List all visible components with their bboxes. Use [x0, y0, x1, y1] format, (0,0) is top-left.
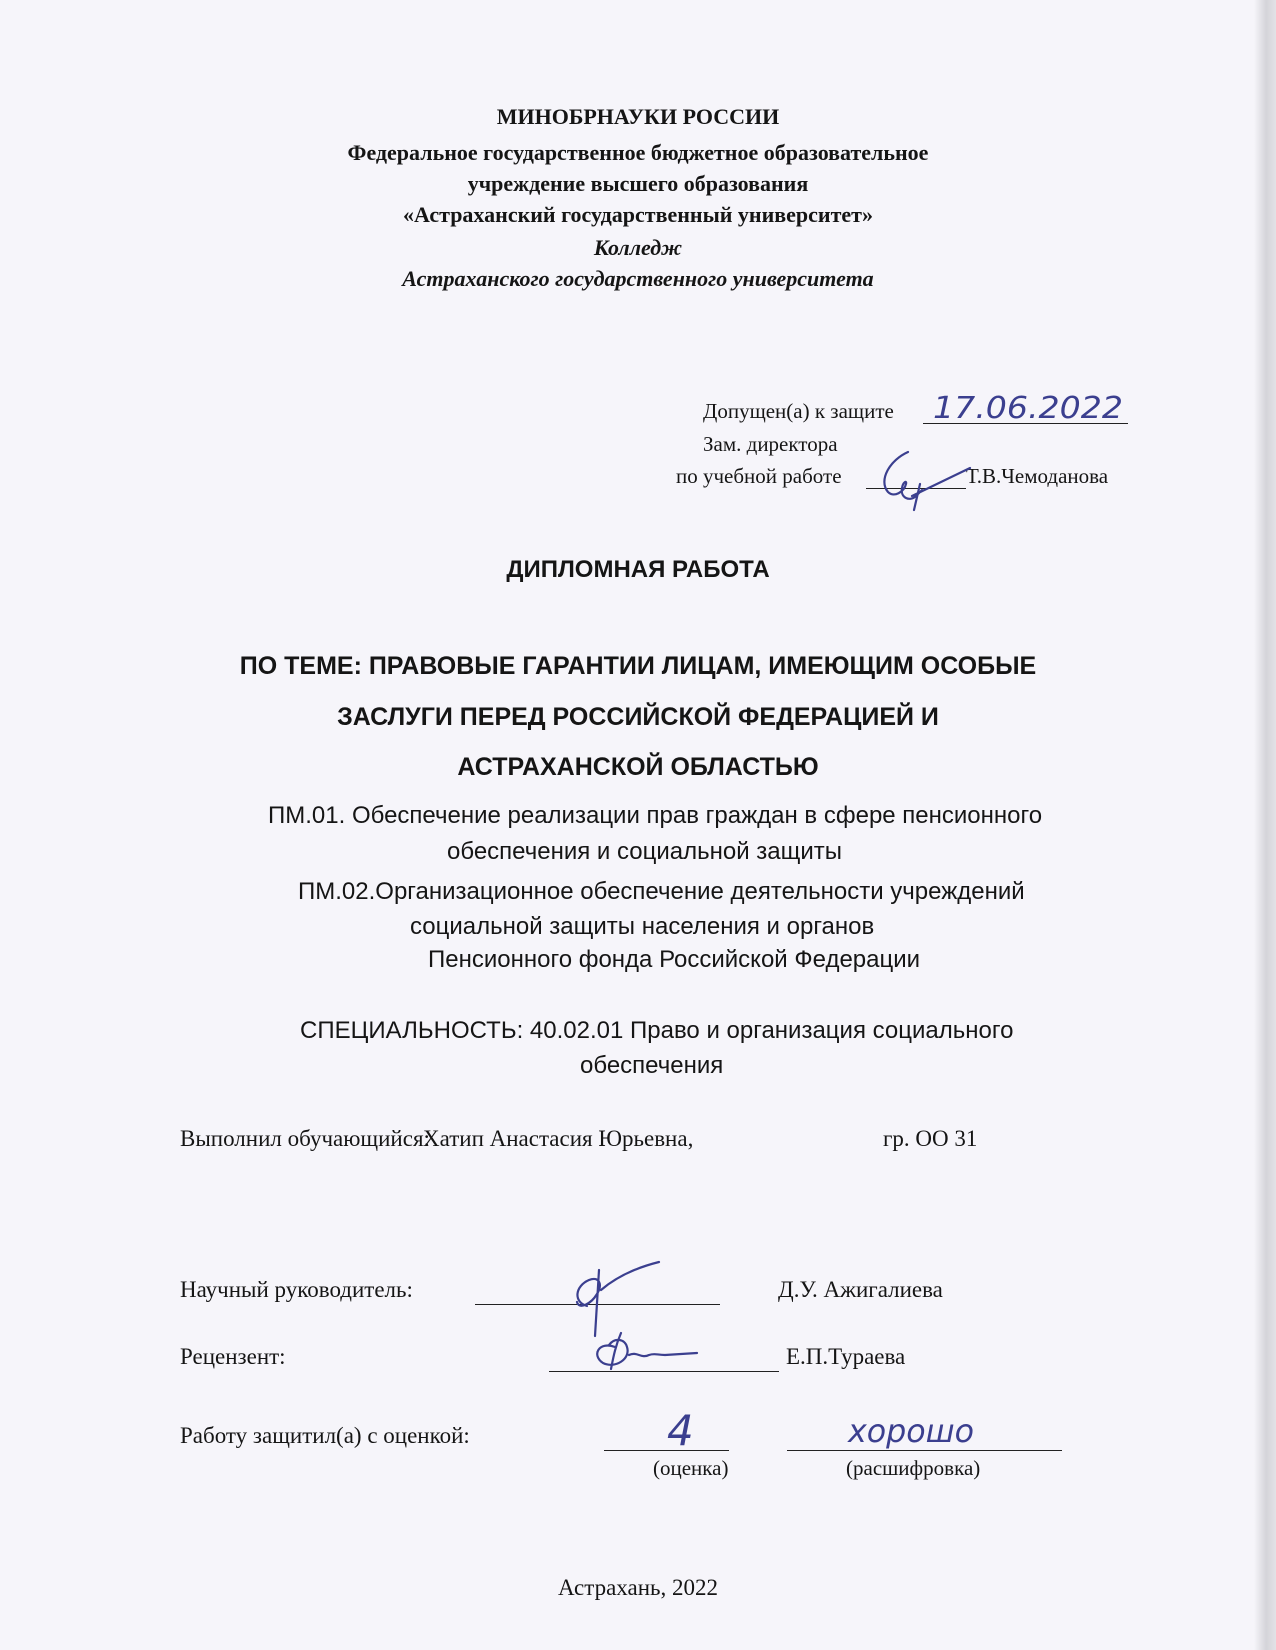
- grade-text-value: хорошо: [847, 1412, 974, 1450]
- deputy-name: Т.В.Чемоданова: [966, 464, 1109, 488]
- city-year: Астрахань, 2022: [558, 1575, 718, 1600]
- reviewer-name: Е.П.Тураева: [786, 1344, 906, 1369]
- student-name: Хатип Анастасия Юрьевна,: [423, 1126, 694, 1151]
- supervisor-label: Научный руководитель:: [180, 1277, 413, 1302]
- reviewer-signature: [585, 1325, 705, 1375]
- college-line-1: Колледж: [593, 235, 683, 260]
- pm02-line-2: социальной защиты населения и органов: [410, 913, 875, 940]
- defense-label: Работу защитил(а) с оценкой:: [180, 1423, 470, 1448]
- reviewer-label: Рецензент:: [180, 1344, 286, 1369]
- institution-line-2: учреждение высшего образования: [467, 171, 809, 196]
- student-label: Выполнил обучающийся:: [180, 1126, 430, 1151]
- university-name: «Астраханский государственный университет»: [403, 202, 873, 227]
- ministry-heading: МИНОБРНАУКИ РОССИИ: [496, 104, 780, 129]
- grade-text-handwritten: [848, 1408, 978, 1452]
- pm01-line-2: обеспечения и социальной защиты: [447, 838, 843, 865]
- grade-caption: (оценка): [653, 1456, 729, 1480]
- college-line-2: Астраханского государственного университета: [402, 266, 874, 291]
- deputy-signature: [870, 440, 980, 520]
- institution-line-1: Федеральное государственное бюджетное образовательное: [347, 140, 929, 165]
- deputy-title-line-1: Зам. директора: [703, 432, 838, 456]
- grade-handwritten: [665, 1405, 705, 1453]
- admitted-label: Допущен(а) к защите: [703, 399, 894, 423]
- specialty-line-2: обеспечения: [580, 1052, 724, 1079]
- pm01-line-1: ПМ.01. Обеспечение реализации прав граждан в сфере пенсионного: [268, 802, 1043, 829]
- admitted-date-handwritten: [933, 388, 1133, 428]
- admitted-date-text: 17.06.2022: [933, 391, 1123, 426]
- theme-line-3: АСТРАХАНСКОЙ ОБЛАСТЬЮ: [457, 753, 819, 781]
- deputy-title-line-2: по учебной работе: [676, 464, 842, 488]
- document-title: ДИПЛОМНАЯ РАБОТА: [506, 556, 770, 583]
- theme-line-1: ПО ТЕМЕ: ПРАВОВЫЕ ГАРАНТИИ ЛИЦАМ, ИМЕЮЩИМ ОСОБЫЕ: [239, 652, 1037, 680]
- grade-text-caption: (расшифровка): [846, 1456, 981, 1480]
- theme-line-2: ЗАСЛУГИ ПЕРЕД РОССИЙСКОЙ ФЕДЕРАЦИЕЙ И: [337, 703, 939, 731]
- grade-value: 4: [667, 1406, 694, 1455]
- pm02-line-1: ПМ.02.Организационное обеспечение деятельности учреждений: [298, 878, 1025, 905]
- specialty-line-1: СПЕЦИАЛЬНОСТЬ: 40.02.01 Право и организация социального: [300, 1017, 1014, 1044]
- supervisor-name: Д.У. Ажигалиева: [778, 1277, 943, 1302]
- pm02-line-3: Пенсионного фонда Российской Федерации: [428, 946, 921, 973]
- student-group: гр. ОО 31: [883, 1126, 978, 1151]
